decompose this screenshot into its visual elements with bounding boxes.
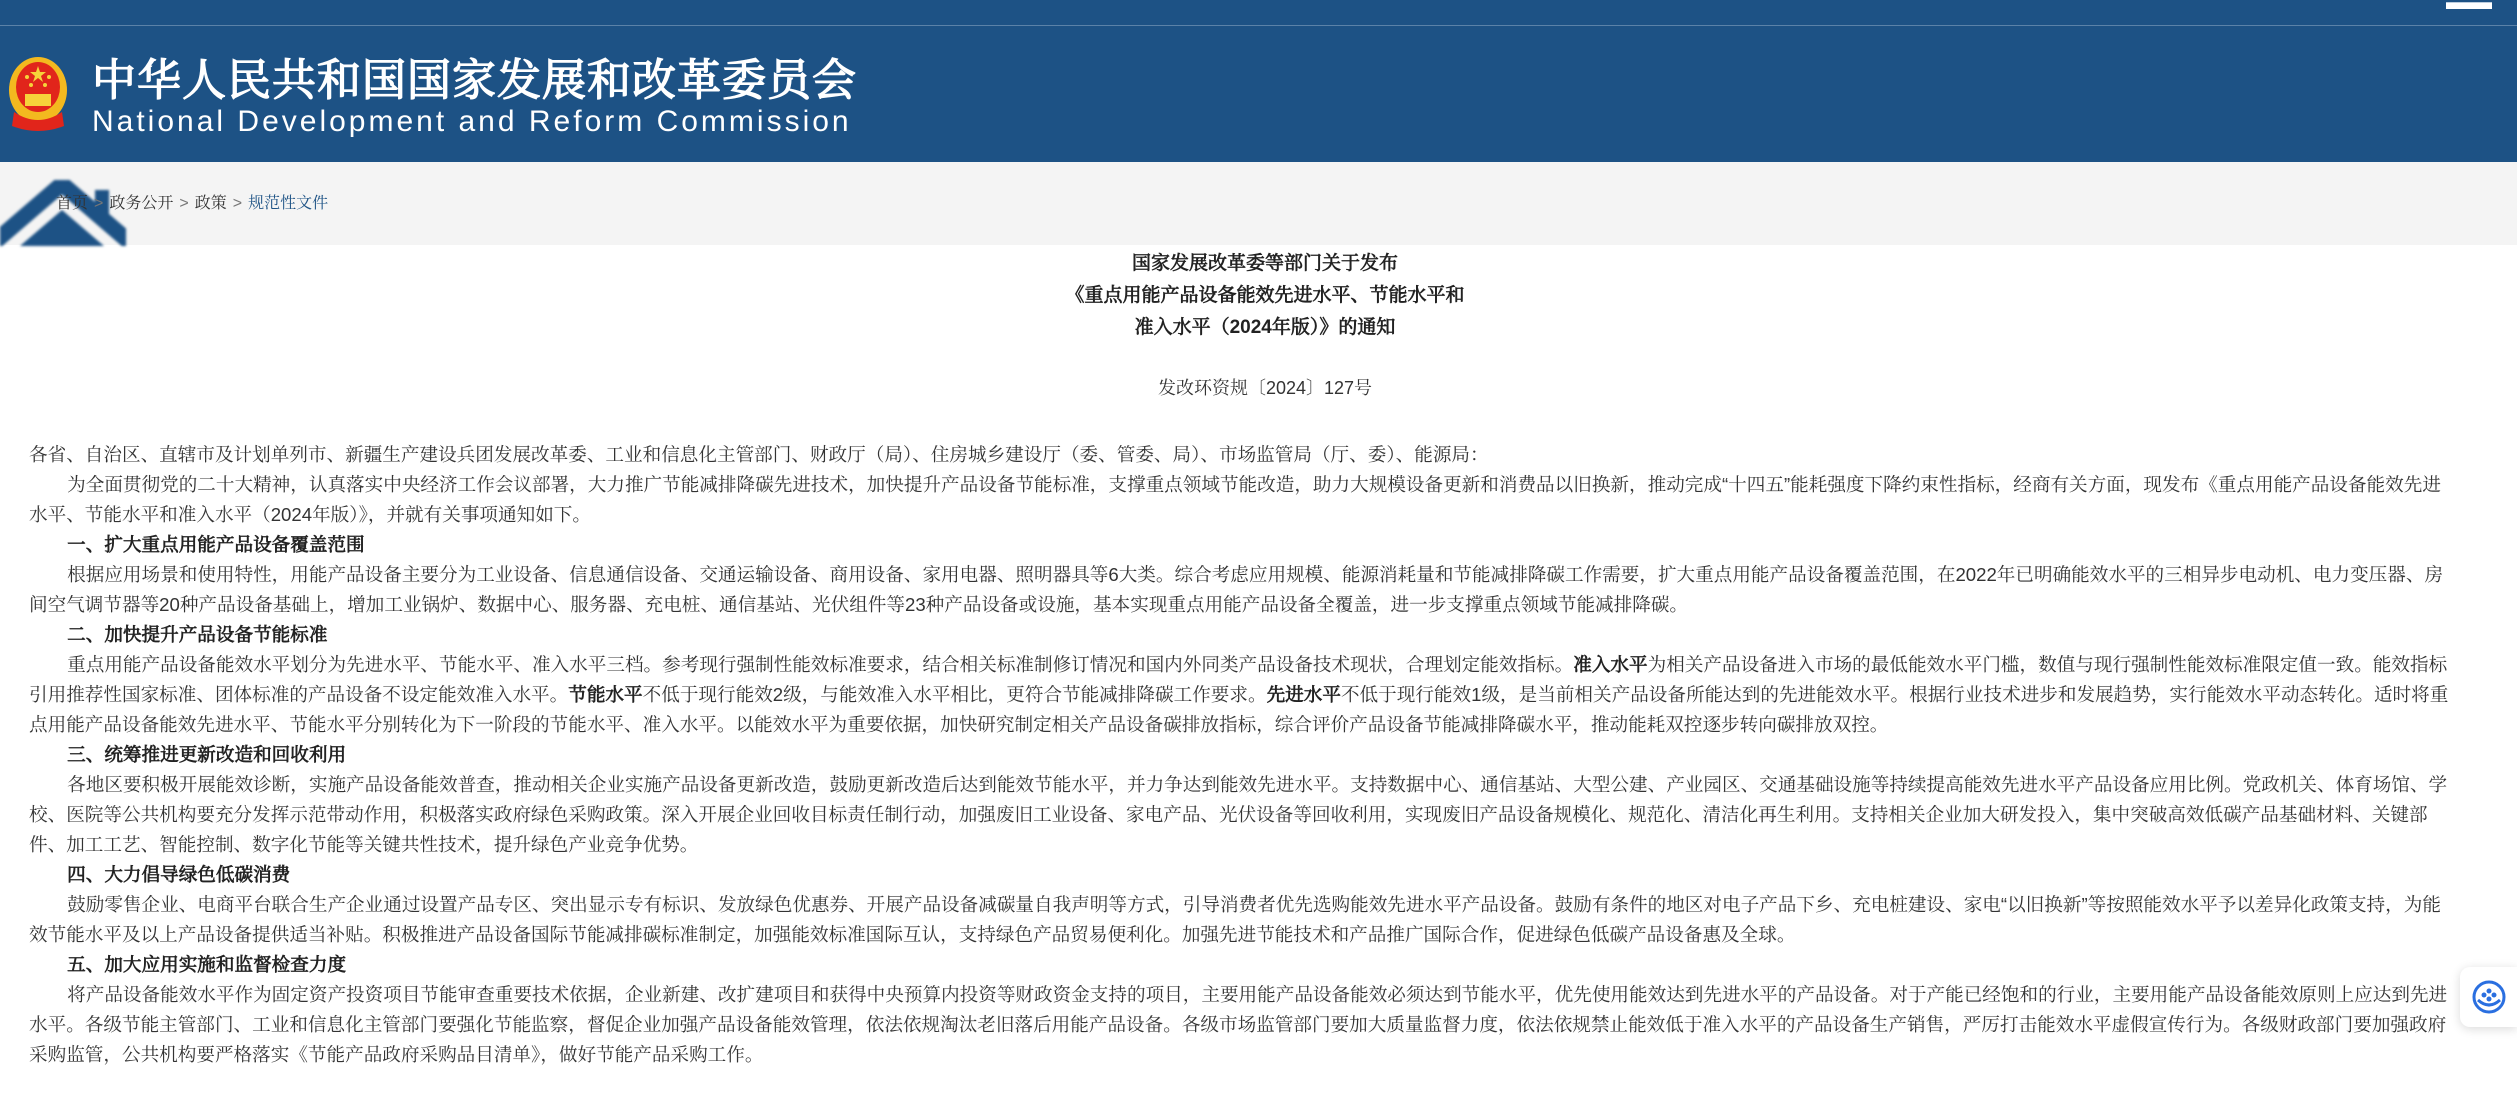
body-paragraph: [29, 770, 2449, 860]
document-title: [0, 248, 2517, 344]
breadcrumb-separator: >: [94, 195, 104, 212]
assistant-icon: [2472, 980, 2506, 1014]
text-segment: 五、加大应用实施和监督检查力度: [67, 954, 347, 975]
body-paragraph: [29, 890, 2449, 950]
section-heading: [29, 740, 2449, 770]
breadcrumb-policy[interactable]: 政策: [194, 195, 227, 212]
text-segment: 二、加快提升产品设备节能标准: [67, 624, 328, 645]
text-segment: 为相关产品设备进入市场的最低能效水平门槛，数值与现行强制性能效标准限定值一致。能效指标引用推荐性国家标准、团体标准的产品设备不设定能效准入水平。: [29, 654, 2448, 705]
title-line: 国家发展改革委等部门关于发布: [1131, 253, 1398, 274]
breadcrumb-separator: >: [179, 195, 189, 212]
text-segment: 重点用能产品设备能效水平划分为先进水平、节能水平、准入水平三档。参考现行强制性能效标准要求，结合相关标准制修订情况和国内外同类产品设备技术现状，合理划定能效指标。: [67, 654, 1574, 675]
document-body: [29, 440, 2449, 1070]
breadcrumb-separator: >: [232, 195, 243, 212]
text-segment: 根据应用场景和使用特性，用能产品设备主要分为工业设备、信息通信设备、交通运输设备、商用设备、家用电器、照明器具等6大类。综合考虑应用规模、能源消耗量和节能减排降碳工作需要，扩大重点用能产品设备覆盖范围，在2022年已明确能效水平的三相异步电动机、电力变压器、房间空气调节器等20种产品设备基础上，增加工业锅炉、数据中心、服务器、充电桩、通信基站、光伏组件等23种产品设备或设施，基本实现重点用能产品设备全覆盖，进一步支撑重点领域节能减排降碳。: [29, 564, 2444, 615]
site-header: [0, 0, 2517, 162]
body-paragraph: [29, 650, 2449, 740]
header-divider: [0, 25, 2517, 26]
breadcrumb-home[interactable]: 首页: [56, 195, 89, 212]
site-name-en: National Development and Reform Commission: [92, 105, 852, 138]
emphasis-term: 先进水平: [1266, 684, 1341, 705]
title-line: 准入水平（2024年版）》的通知: [1134, 317, 1396, 338]
menu-icon[interactable]: [2446, 2, 2492, 9]
text-segment: 各省、自治区、直辖市及计划单列市、新疆生产建设兵团发展改革委、工业和信息化主管部门、财政厅（局）、住房城乡建设厅（委、管委、局）、市场监管局（厅、委）、能源局：: [29, 444, 1489, 465]
title-line: 《重点用能产品设备能效先进水平、节能水平和: [1065, 285, 1465, 306]
text-segment: 四、大力倡导绿色低碳消费: [67, 864, 291, 885]
breadcrumb-gov-affairs[interactable]: 政务公开: [109, 195, 174, 212]
document-number: 发改环资规〔2024〕127号: [1157, 378, 1373, 398]
breadcrumb-normative-docs[interactable]: 规范性文件: [248, 195, 329, 212]
emphasis-term: 准入水平: [1573, 654, 1648, 675]
body-paragraph: [29, 470, 2449, 530]
text-segment: 将产品设备能效水平作为固定资产投资项目节能审查重要技术依据，企业新建、改扩建项目和获得中央预算内投资等财政资金支持的项目，主要用能产品设备能效必须达到节能水平，优先使用能效达到先进水平的产品设备。对于产能已经饱和的行业，主要用能产品设备能效原则上应达到先进水平。各级节能主管部门、工业和信息化主管部门要强化节能监察，督促企业加强产品设备能效管理，依法依规淘汰老旧落后用能产品设备。各级市场监管部门要加大质量监督力度，依法依规禁止能效低于准入水平的产品设备生产销售，严厉打击能效水平虚假宣传行为。各级财政部门要加强政府采购监管，公共机构要严格落实《节能产品政府采购品目清单》，做好节能产品采购工作。: [29, 984, 2448, 1065]
assistant-widget-button[interactable]: [2460, 967, 2517, 1027]
text-segment: 为全面贯彻党的二十大精神，认真落实中央经济工作会议部署，大力推广节能减排降碳先进技术，加快提升产品设备节能标准，支撑重点领域节能改造，助力大规模设备更新和消费品以旧换新，推动完成“十四五”能耗强度下降约束性指标，经商有关方面，现发布《重点用能产品设备能效先进水平、节能水平和准入水平（2024年版）》，并就有关事项通知如下。: [29, 474, 2441, 525]
site-name-cn[interactable]: 中华人民共和国国家发展和改革委员会: [92, 56, 857, 105]
section-heading: [29, 860, 2449, 890]
body-paragraph: [29, 980, 2449, 1070]
national-emblem-icon[interactable]: [8, 56, 68, 132]
text-segment: 不低于现行能效1级，是当前相关产品设备所能达到的先进能效水平。根据行业技术进步和发展趋势，实行能效水平动态转化。适时将重点用能产品设备能效先进水平、节能水平分别转化为下一阶段的节能水平、准入水平。以能效水平为重要依据，加快研究制定相关产品设备碳排放指标，综合评价产品设备节能减排降碳水平，推动能耗双控逐步转向碳排放双控。: [29, 684, 2449, 735]
section-heading: [29, 620, 2449, 650]
breadcrumb: [56, 194, 328, 214]
text-segment: 不低于现行能效2级，与能效准入水平相比，更符合节能减排降碳工作要求。: [642, 684, 1267, 705]
text-segment: 三、统筹推进更新改造和回收利用: [67, 744, 347, 765]
body-paragraph: [29, 560, 2449, 620]
addressee-line: [29, 440, 2449, 470]
text-segment: 各地区要积极开展能效诊断，实施产品设备能效普查，推动相关企业实施产品设备更新改造，鼓励更新改造后达到能效节能水平，并力争达到能效先进水平。支持数据中心、通信基站、大型公建、产业园区、交通基础设施等持续提高能效先进水平产品设备应用比例。党政机关、体育场馆、学校、医院等公共机构要充分发挥示范带动作用，积极落实政府绿色采购政策。深入开展企业回收目标责任制行动，加强废旧工业设备、家电产品、光伏设备等回收利用，实现废旧产品设备规模化、规范化、清洁化再生利用。支持相关企业加大研发投入，集中突破高效低碳产品基础材料、关键部件、加工工艺、智能控制、数字化节能等关键共性技术，提升绿色产业竞争优势。: [29, 774, 2448, 855]
breadcrumb-bar: [0, 162, 2517, 245]
text-segment: 鼓励零售企业、电商平台联合生产企业通过设置产品专区、突出显示专有标识、发放绿色优惠券、开展产品设备减碳量自我声明等方式，引导消费者优先选购能效先进水平产品设备。鼓励有条件的地区对电子产品下乡、充电桩建设、家电“以旧换新”等按照能效水平予以差异化政策支持，为能效节能水平及以上产品设备提供适当补贴。积极推进产品设备国际节能减排碳标准制定，加强能效标准国际互认，支持绿色产品贸易便利化。加强先进节能技术和产品推广国际合作，促进绿色低碳产品设备惠及全球。: [29, 894, 2441, 945]
section-heading: [29, 530, 2449, 560]
text-segment: 一、扩大重点用能产品设备覆盖范围: [67, 534, 365, 555]
emphasis-term: 节能水平: [568, 684, 643, 705]
section-heading: [29, 950, 2449, 980]
